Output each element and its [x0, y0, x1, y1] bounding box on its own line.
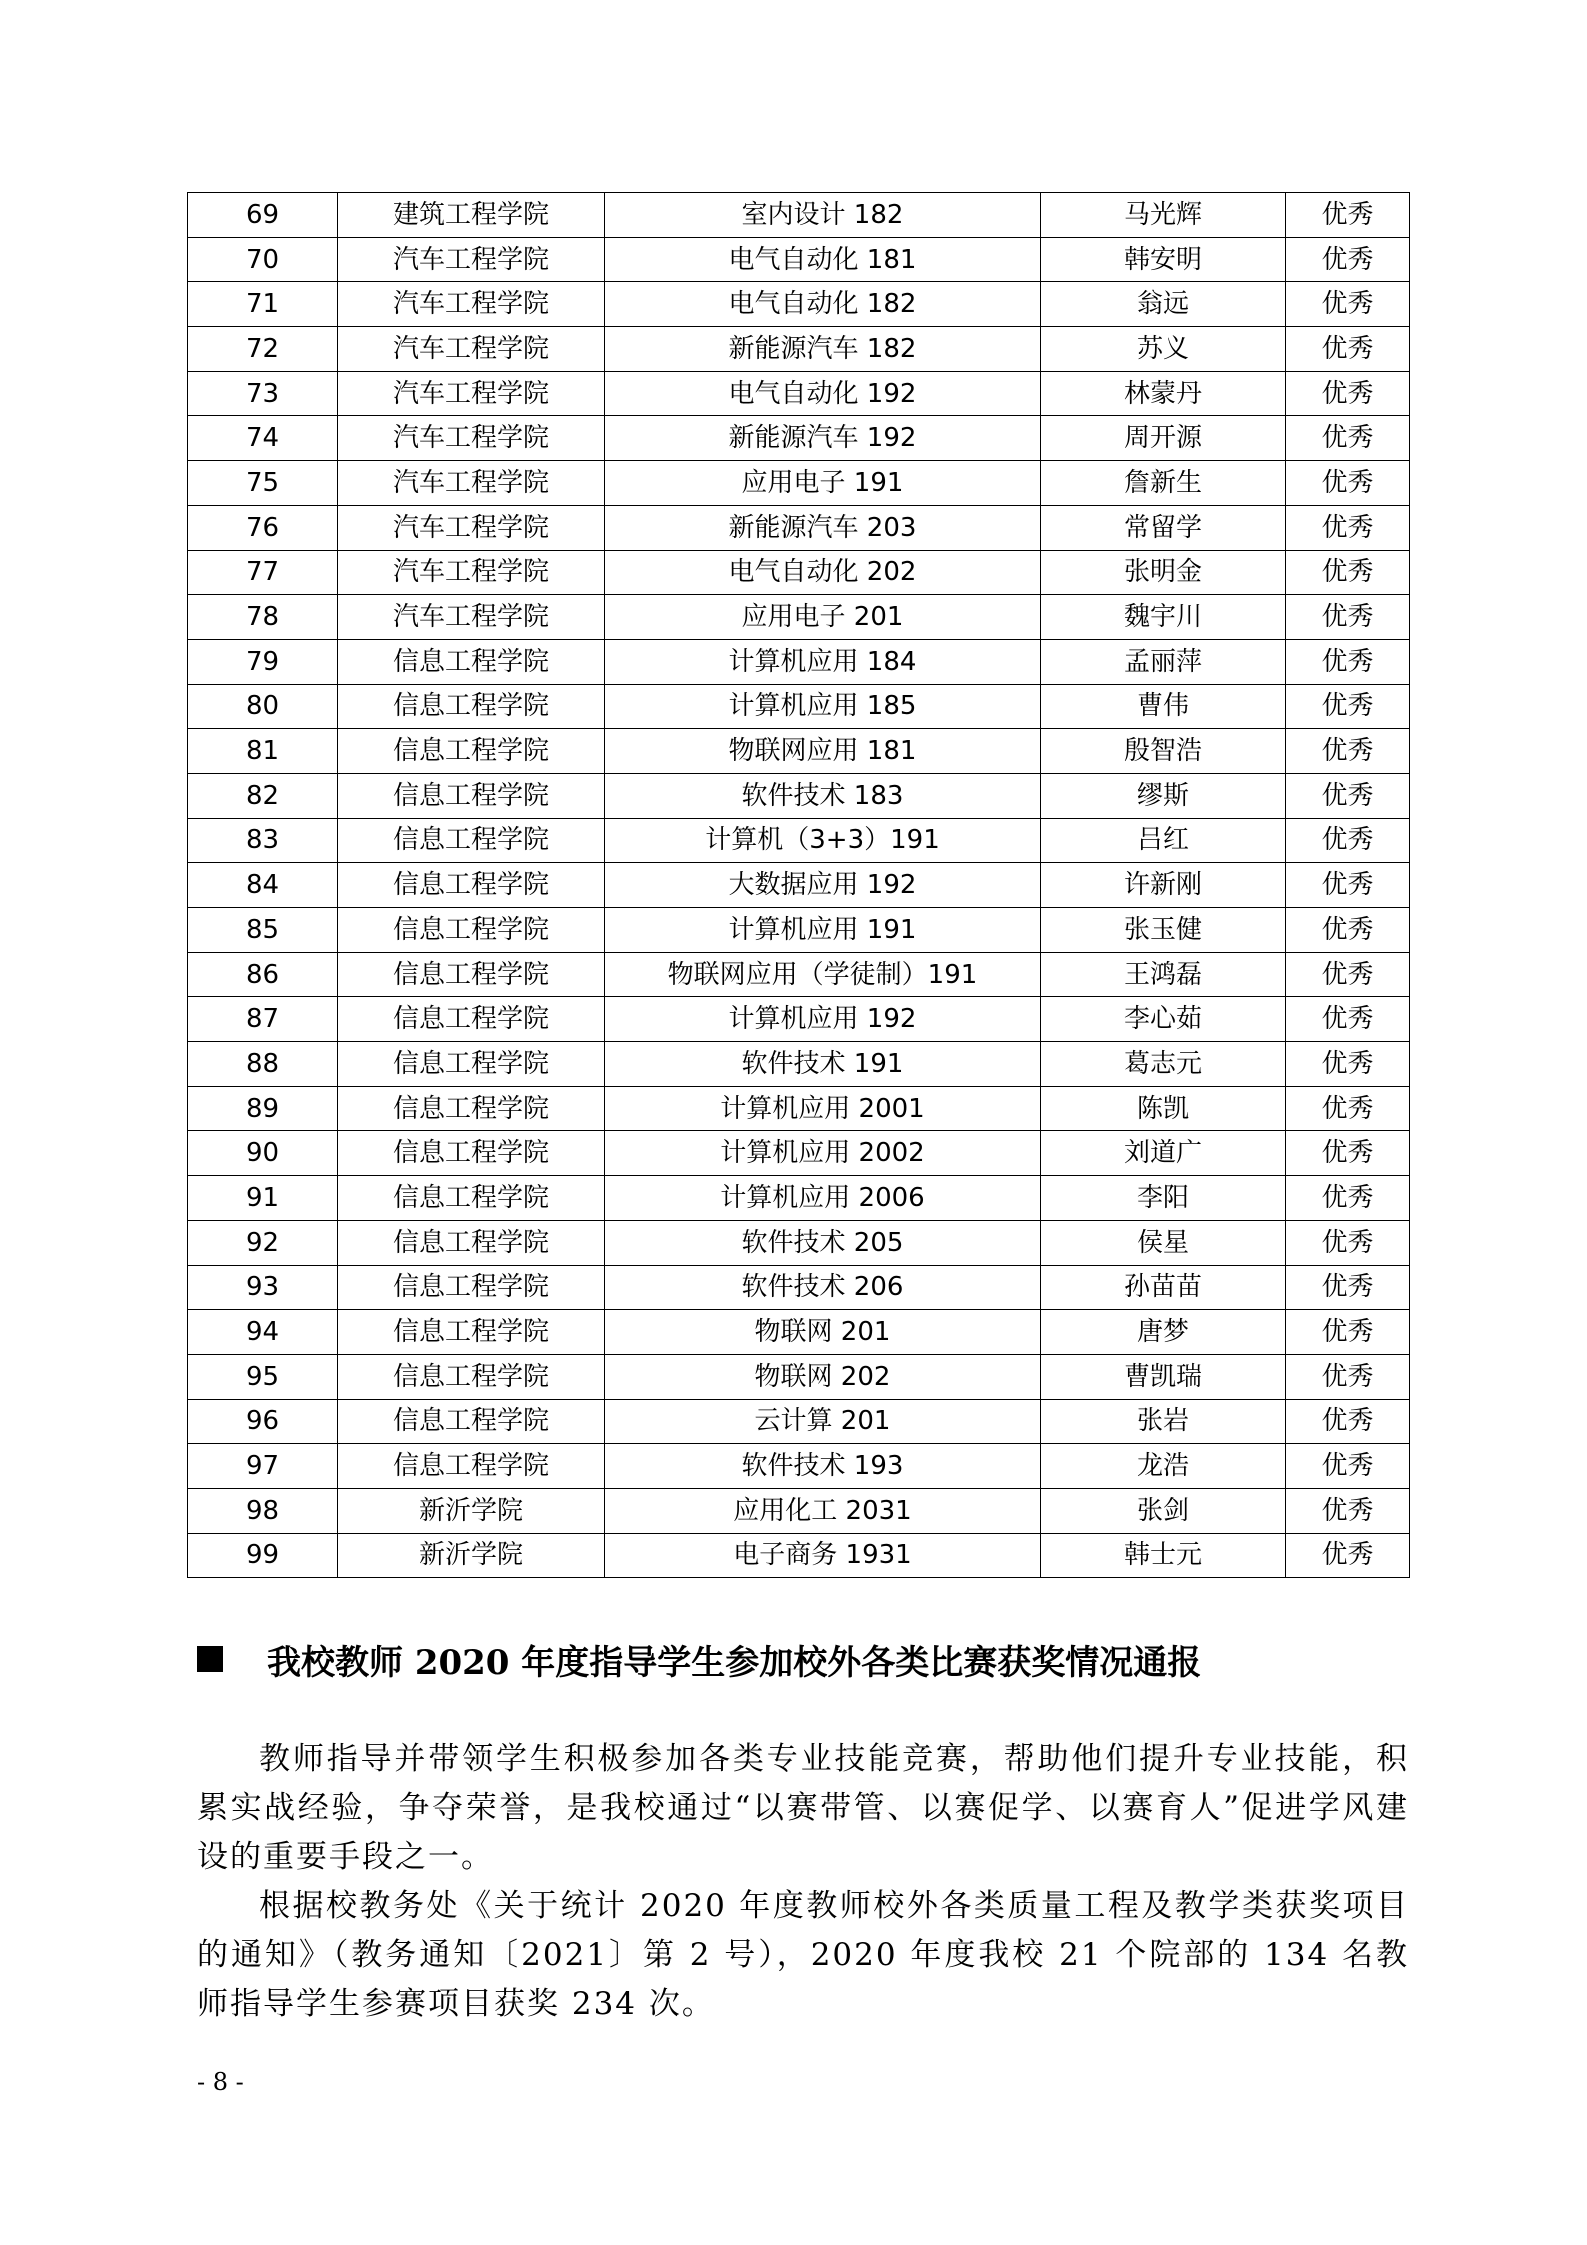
class-cell: 软件技术 183 [605, 773, 1041, 818]
class-cell: 物联网应用（学徒制）191 [605, 952, 1041, 997]
row-number-cell: 69 [188, 193, 338, 238]
section-heading [197, 1634, 1427, 1684]
grade-cell: 优秀 [1286, 595, 1410, 640]
table-row [188, 1220, 1410, 1265]
teacher-cell: 苏义 [1041, 327, 1286, 372]
teacher-cell: 常留学 [1041, 505, 1286, 550]
table-row [188, 282, 1410, 327]
table-row [188, 908, 1410, 953]
teacher-cell: 曹凯瑞 [1041, 1354, 1286, 1399]
college-cell: 汽车工程学院 [338, 371, 605, 416]
grade-cell: 优秀 [1286, 1042, 1410, 1087]
table-row [188, 1399, 1410, 1444]
class-cell: 计算机应用 185 [605, 684, 1041, 729]
class-cell: 计算机应用 2001 [605, 1086, 1041, 1131]
college-cell: 信息工程学院 [338, 1086, 605, 1131]
grade-cell: 优秀 [1286, 371, 1410, 416]
grade-cell: 优秀 [1286, 282, 1410, 327]
page-number: - 8 - [197, 2068, 244, 2096]
college-cell: 信息工程学院 [338, 1354, 605, 1399]
row-number-cell: 79 [188, 639, 338, 684]
class-cell: 物联网 201 [605, 1310, 1041, 1355]
table-row [188, 505, 1410, 550]
row-number-cell: 91 [188, 1176, 338, 1221]
college-cell: 信息工程学院 [338, 863, 605, 908]
class-cell: 云计算 201 [605, 1399, 1041, 1444]
teacher-cell: 唐梦 [1041, 1310, 1286, 1355]
row-number-cell: 86 [188, 952, 338, 997]
table-row [188, 1042, 1410, 1087]
grade-cell: 优秀 [1286, 550, 1410, 595]
row-number-cell: 74 [188, 416, 338, 461]
college-cell: 信息工程学院 [338, 1176, 605, 1221]
grade-cell: 优秀 [1286, 908, 1410, 953]
college-cell: 信息工程学院 [338, 1220, 605, 1265]
award-table [187, 192, 1410, 1578]
class-cell: 电子商务 1931 [605, 1533, 1041, 1578]
grade-cell: 优秀 [1286, 1310, 1410, 1355]
grade-cell: 优秀 [1286, 1399, 1410, 1444]
class-cell: 电气自动化 181 [605, 237, 1041, 282]
class-cell: 计算机应用 2006 [605, 1176, 1041, 1221]
college-cell: 汽车工程学院 [338, 505, 605, 550]
row-number-cell: 90 [188, 1131, 338, 1176]
teacher-cell: 魏宇川 [1041, 595, 1286, 640]
row-number-cell: 71 [188, 282, 338, 327]
class-cell: 电气自动化 192 [605, 371, 1041, 416]
grade-cell: 优秀 [1286, 1086, 1410, 1131]
teacher-cell: 殷智浩 [1041, 729, 1286, 774]
class-cell: 软件技术 206 [605, 1265, 1041, 1310]
teacher-cell: 孟丽萍 [1041, 639, 1286, 684]
teacher-cell: 葛志元 [1041, 1042, 1286, 1087]
table-row [188, 773, 1410, 818]
row-number-cell: 96 [188, 1399, 338, 1444]
section-heading-text: 我校教师 2020 年度指导学生参加校外各类比赛获奖情况通报 [267, 1642, 1202, 1683]
college-cell: 信息工程学院 [338, 997, 605, 1042]
table-row [188, 1488, 1410, 1533]
row-number-cell: 80 [188, 684, 338, 729]
college-cell: 汽车工程学院 [338, 461, 605, 506]
grade-cell: 优秀 [1286, 237, 1410, 282]
row-number-cell: 95 [188, 1354, 338, 1399]
table-row [188, 1176, 1410, 1221]
college-cell: 信息工程学院 [338, 818, 605, 863]
teacher-cell: 马光辉 [1041, 193, 1286, 238]
table-row [188, 193, 1410, 238]
college-cell: 信息工程学院 [338, 1310, 605, 1355]
grade-cell: 优秀 [1286, 952, 1410, 997]
teacher-cell: 龙浩 [1041, 1444, 1286, 1489]
grade-cell: 优秀 [1286, 997, 1410, 1042]
college-cell: 信息工程学院 [338, 1444, 605, 1489]
table-row [188, 997, 1410, 1042]
grade-cell: 优秀 [1286, 416, 1410, 461]
row-number-cell: 75 [188, 461, 338, 506]
college-cell: 信息工程学院 [338, 684, 605, 729]
table-row [188, 550, 1410, 595]
college-cell: 汽车工程学院 [338, 237, 605, 282]
table-row [188, 1444, 1410, 1489]
teacher-cell: 张明金 [1041, 550, 1286, 595]
table-row [188, 684, 1410, 729]
class-cell: 计算机应用 192 [605, 997, 1041, 1042]
black-square-icon [197, 1646, 223, 1672]
grade-cell: 优秀 [1286, 1444, 1410, 1489]
table-row [188, 416, 1410, 461]
row-number-cell: 72 [188, 327, 338, 372]
teacher-cell: 林蒙丹 [1041, 371, 1286, 416]
row-number-cell: 89 [188, 1086, 338, 1131]
grade-cell: 优秀 [1286, 1220, 1410, 1265]
award-table-body [188, 193, 1410, 1578]
teacher-cell: 韩安明 [1041, 237, 1286, 282]
college-cell: 信息工程学院 [338, 1399, 605, 1444]
grade-cell: 优秀 [1286, 1354, 1410, 1399]
teacher-cell: 吕红 [1041, 818, 1286, 863]
table-row [188, 371, 1410, 416]
class-cell: 电气自动化 182 [605, 282, 1041, 327]
teacher-cell: 陈凯 [1041, 1086, 1286, 1131]
college-cell: 信息工程学院 [338, 639, 605, 684]
college-cell: 信息工程学院 [338, 1131, 605, 1176]
table-row [188, 639, 1410, 684]
class-cell: 新能源汽车 192 [605, 416, 1041, 461]
teacher-cell: 张剑 [1041, 1488, 1286, 1533]
college-cell: 汽车工程学院 [338, 595, 605, 640]
grade-cell: 优秀 [1286, 1265, 1410, 1310]
class-cell: 大数据应用 192 [605, 863, 1041, 908]
class-cell: 新能源汽车 203 [605, 505, 1041, 550]
college-cell: 信息工程学院 [338, 1265, 605, 1310]
table-row [188, 237, 1410, 282]
class-cell: 物联网 202 [605, 1354, 1041, 1399]
teacher-cell: 侯星 [1041, 1220, 1286, 1265]
college-cell: 信息工程学院 [338, 729, 605, 774]
row-number-cell: 99 [188, 1533, 338, 1578]
table-row [188, 327, 1410, 372]
teacher-cell: 曹伟 [1041, 684, 1286, 729]
row-number-cell: 92 [188, 1220, 338, 1265]
grade-cell: 优秀 [1286, 1533, 1410, 1578]
teacher-cell: 张岩 [1041, 1399, 1286, 1444]
grade-cell: 优秀 [1286, 729, 1410, 774]
row-number-cell: 87 [188, 997, 338, 1042]
grade-cell: 优秀 [1286, 1131, 1410, 1176]
grade-cell: 优秀 [1286, 818, 1410, 863]
college-cell: 新沂学院 [338, 1533, 605, 1578]
row-number-cell: 76 [188, 505, 338, 550]
row-number-cell: 98 [188, 1488, 338, 1533]
grade-cell: 优秀 [1286, 684, 1410, 729]
class-cell: 软件技术 193 [605, 1444, 1041, 1489]
row-number-cell: 77 [188, 550, 338, 595]
class-cell: 计算机应用 2002 [605, 1131, 1041, 1176]
college-cell: 汽车工程学院 [338, 327, 605, 372]
college-cell: 汽车工程学院 [338, 282, 605, 327]
college-cell: 新沂学院 [338, 1488, 605, 1533]
row-number-cell: 94 [188, 1310, 338, 1355]
class-cell: 物联网应用 181 [605, 729, 1041, 774]
table-row [188, 729, 1410, 774]
grade-cell: 优秀 [1286, 461, 1410, 506]
row-number-cell: 97 [188, 1444, 338, 1489]
class-cell: 软件技术 191 [605, 1042, 1041, 1087]
row-number-cell: 85 [188, 908, 338, 953]
teacher-cell: 刘道广 [1041, 1131, 1286, 1176]
row-number-cell: 81 [188, 729, 338, 774]
class-cell: 计算机应用 184 [605, 639, 1041, 684]
class-cell: 计算机应用 191 [605, 908, 1041, 953]
teacher-cell: 许新刚 [1041, 863, 1286, 908]
college-cell: 信息工程学院 [338, 952, 605, 997]
table-row [188, 1131, 1410, 1176]
class-cell: 应用电子 201 [605, 595, 1041, 640]
row-number-cell: 73 [188, 371, 338, 416]
table-row [188, 863, 1410, 908]
row-number-cell: 93 [188, 1265, 338, 1310]
class-cell: 电气自动化 202 [605, 550, 1041, 595]
table-row [188, 818, 1410, 863]
grade-cell: 优秀 [1286, 327, 1410, 372]
teacher-cell: 周开源 [1041, 416, 1286, 461]
teacher-cell: 詹新生 [1041, 461, 1286, 506]
row-number-cell: 83 [188, 818, 338, 863]
class-cell: 计算机（3+3）191 [605, 818, 1041, 863]
row-number-cell: 88 [188, 1042, 338, 1087]
class-cell: 新能源汽车 182 [605, 327, 1041, 372]
grade-cell: 优秀 [1286, 1488, 1410, 1533]
college-cell: 信息工程学院 [338, 773, 605, 818]
teacher-cell: 李心茹 [1041, 997, 1286, 1042]
grade-cell: 优秀 [1286, 639, 1410, 684]
grade-cell: 优秀 [1286, 193, 1410, 238]
teacher-cell: 缪斯 [1041, 773, 1286, 818]
teacher-cell: 翁远 [1041, 282, 1286, 327]
college-cell: 汽车工程学院 [338, 416, 605, 461]
teacher-cell: 韩士元 [1041, 1533, 1286, 1578]
grade-cell: 优秀 [1286, 1176, 1410, 1221]
class-cell: 软件技术 205 [605, 1220, 1041, 1265]
teacher-cell: 李阳 [1041, 1176, 1286, 1221]
college-cell: 建筑工程学院 [338, 193, 605, 238]
college-cell: 信息工程学院 [338, 1042, 605, 1087]
teacher-cell: 张玉健 [1041, 908, 1286, 953]
table-row [188, 952, 1410, 997]
grade-cell: 优秀 [1286, 505, 1410, 550]
college-cell: 信息工程学院 [338, 908, 605, 953]
row-number-cell: 82 [188, 773, 338, 818]
teacher-cell: 孙苗苗 [1041, 1265, 1286, 1310]
college-cell: 汽车工程学院 [338, 550, 605, 595]
grade-cell: 优秀 [1286, 863, 1410, 908]
table-row [188, 1533, 1410, 1578]
intro-paragraph: 教师指导并带领学生积极参加各类专业技能竞赛，帮助他们提升专业技能，积累实战经验，争夺荣誉，是我校通过“以赛带管、以赛促学、以赛育人”促进学风建设的重要手段之一。 [197, 1741, 1409, 1875]
table-row [188, 1310, 1410, 1355]
table-row [188, 1086, 1410, 1131]
table-row [188, 1265, 1410, 1310]
teacher-cell: 王鸿磊 [1041, 952, 1286, 997]
class-cell: 应用电子 191 [605, 461, 1041, 506]
grade-cell: 优秀 [1286, 773, 1410, 818]
row-number-cell: 78 [188, 595, 338, 640]
table-row [188, 595, 1410, 640]
class-cell: 应用化工 2031 [605, 1488, 1041, 1533]
table-row [188, 461, 1410, 506]
row-number-cell: 84 [188, 863, 338, 908]
statistics-paragraph: 根据校教务处《关于统计 2020 年度教师校外各类质量工程及教学类获奖项目的通知》（教务通知〔2021〕第 2 号），2020 年度我校 21 个院部的 134 名教师指导学生参赛项目获奖 234 次。 [197, 1888, 1409, 2022]
table-row [188, 1354, 1410, 1399]
class-cell: 室内设计 182 [605, 193, 1041, 238]
row-number-cell: 70 [188, 237, 338, 282]
